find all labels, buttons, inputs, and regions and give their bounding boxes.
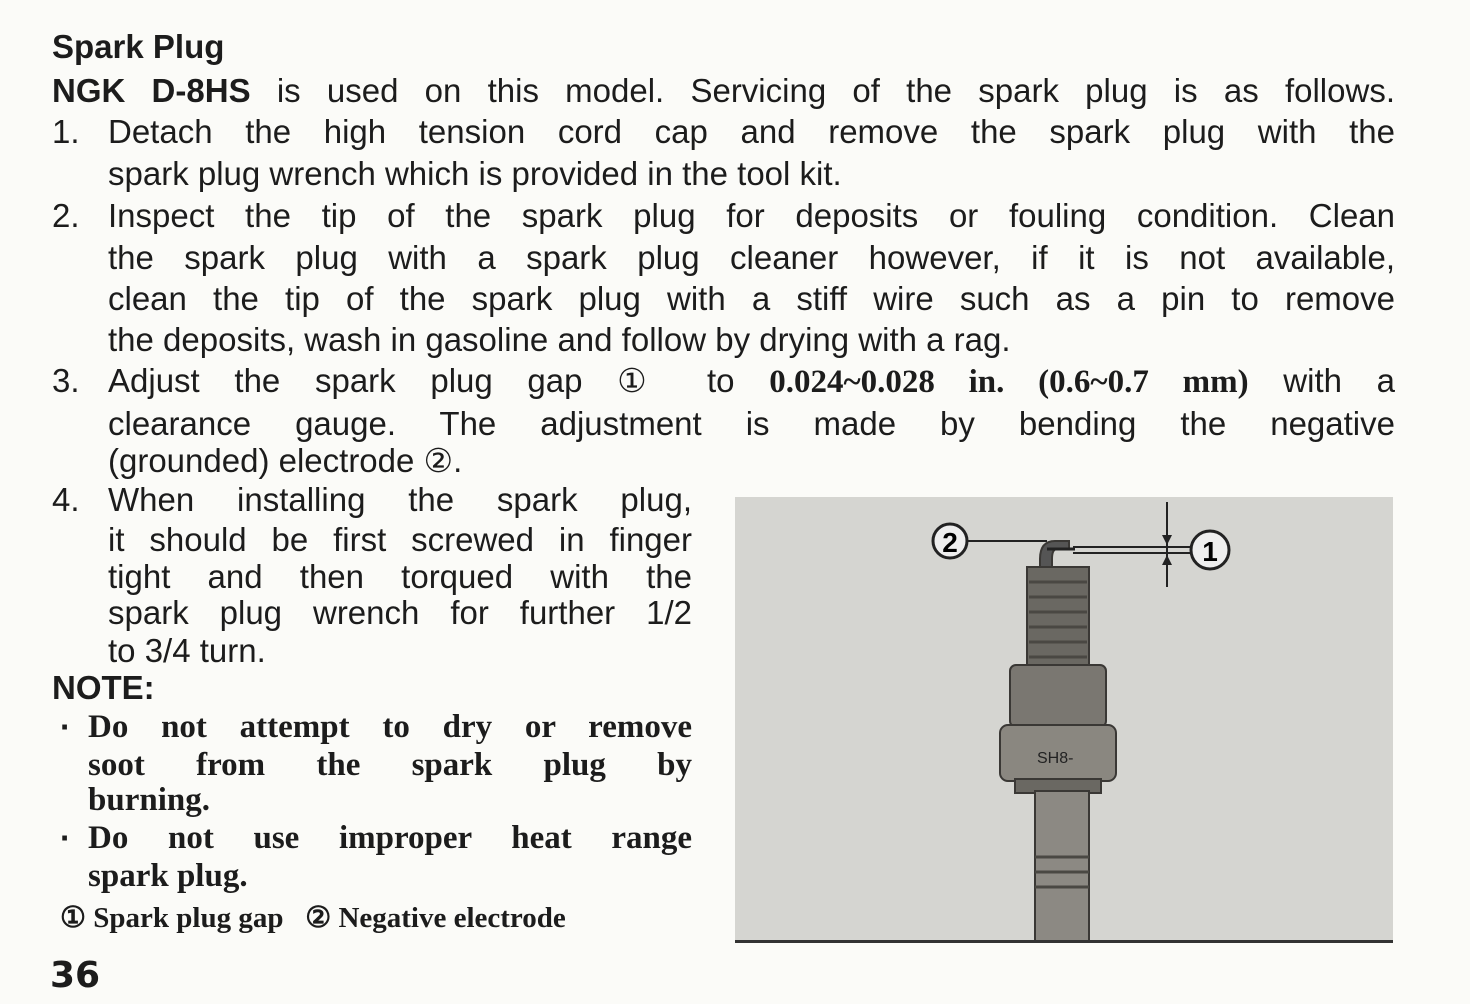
spark-plug-illustration (735, 497, 1393, 940)
step-number: 1. (52, 113, 80, 150)
step-text: Adjust the spark plug gap ① to (108, 362, 735, 399)
svg-text:2: 2 (942, 527, 958, 558)
callout-1 (1191, 531, 1229, 569)
step-line: the deposits, wash in gasoline and follow by drying with a rag. (108, 321, 1011, 358)
note-line: burning. (88, 782, 210, 818)
caption-item: ① Spark plug gap (60, 902, 284, 934)
bullet-icon: · (60, 708, 71, 745)
callout-2 (933, 524, 967, 558)
step-line: tight and then torqued with the (108, 558, 692, 595)
note-line: Do not use improper heat range (88, 820, 692, 856)
intro-text: is used on this model. Servicing of the spark plug is as follows. (276, 72, 1395, 109)
spark-plug-figure (735, 497, 1393, 943)
model-name: NGK D-8HS (52, 72, 251, 109)
step-line: (grounded) electrode ②. (108, 442, 463, 479)
note-line: Do not attempt to dry or remove (88, 709, 692, 745)
figure-caption (60, 900, 566, 935)
caption-item: ② Negative electrode (305, 902, 566, 934)
step-number: 2. (52, 197, 80, 234)
step-line: Detach the high tension cord cap and remove the spark plug with the (108, 113, 1395, 150)
gap-spec: 0.024~0.028 in. (0.6~0.7 mm) (769, 364, 1249, 400)
step-line: clearance gauge. The adjustment is made by bending the negative (108, 405, 1395, 442)
step-line: Inspect the tip of the spark plug for deposits or fouling condition. Clean (108, 197, 1395, 234)
step-line: clean the tip of the spark plug with a stiff wire such as a pin to remove (108, 280, 1395, 317)
step-line: spark plug wrench for further 1/2 (108, 594, 692, 631)
step-number: 4. (52, 481, 80, 518)
page-number: 36 (50, 955, 101, 996)
bullet-icon: · (60, 819, 71, 856)
step-text: with a (1283, 362, 1396, 399)
intro-paragraph (52, 71, 1395, 111)
step-line: the spark plug with a spark plug cleaner however, if it is not available, (108, 239, 1395, 276)
step-line (108, 361, 1395, 402)
step-line: to 3/4 turn. (108, 632, 266, 669)
step-line: it should be first screwed in finger (108, 521, 692, 558)
step-line: spark plug wrench which is provided in the tool kit. (108, 155, 842, 192)
note-heading: NOTE: (52, 669, 155, 706)
svg-text:1: 1 (1202, 536, 1218, 567)
section-title: Spark Plug (52, 28, 225, 65)
step-line: When installing the spark plug, (108, 481, 692, 518)
note-line: soot from the spark plug by (88, 747, 692, 783)
plug-marking: SH8- (1037, 750, 1074, 767)
note-line: spark plug. (88, 858, 248, 894)
step-number: 3. (52, 362, 80, 399)
